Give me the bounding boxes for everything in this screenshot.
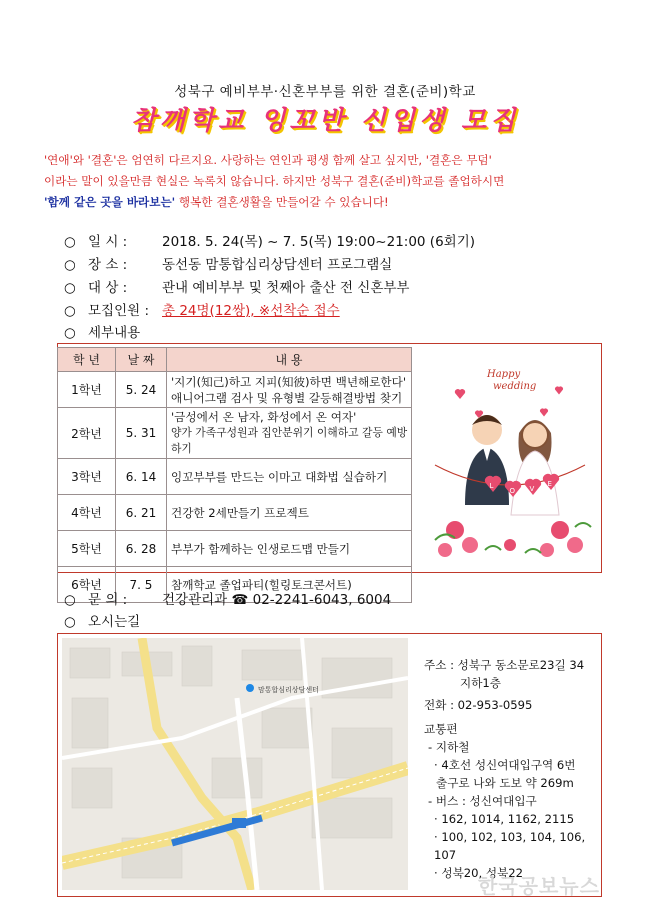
address-line: 주소 : 성북구 동소문로23길 34	[424, 658, 585, 672]
header-date: 날 짜	[116, 348, 167, 372]
info-count	[64, 299, 340, 319]
banner-happy: Happy	[487, 369, 521, 380]
table-row	[58, 459, 412, 495]
date-cell: 6. 28	[116, 531, 167, 567]
subway-line: · 4호선 성신여대입구역 6번	[434, 758, 576, 772]
content-line: 애니어그램 검사 및 유형별 갈등해결방법 찾기	[171, 390, 403, 405]
content-cell	[167, 372, 412, 408]
bullet-icon: ○	[64, 234, 76, 250]
page-title: 참깨학교 잉꼬반 신입생 모집	[130, 106, 520, 136]
subtitle: 성북구 예비부부·신혼부부를 위한 결혼(준비)학교	[174, 84, 476, 100]
intro-line-3-rest: 행복한 결혼생활을 만들어갈 수 있습니다!	[175, 195, 389, 209]
watermark: 한국공보뉴스	[478, 874, 600, 898]
table-row	[58, 495, 412, 531]
map-pin-icon	[246, 684, 254, 692]
map-graphic	[62, 638, 408, 890]
subway-title: - 지하철	[428, 740, 470, 754]
content-cell: 건강한 2세만들기 프로젝트	[167, 495, 412, 531]
bus-line: · 100, 102, 103, 104, 106, 107	[434, 830, 586, 862]
date-cell: 5. 31	[116, 408, 167, 459]
location-map[interactable]	[62, 638, 408, 890]
bullet-icon: ○	[64, 325, 76, 341]
phone: 전화 : 02-953-0595	[424, 698, 533, 712]
subway-line: 출구로 나와 도보 약 269m	[436, 776, 574, 790]
grade-cell: 6학년	[58, 567, 116, 603]
bullet-icon: ○	[64, 303, 76, 319]
directions-label: 오시는길	[88, 614, 141, 630]
grade-cell: 1학년	[58, 372, 116, 408]
target-value: 관내 예비부부 및 첫째아 출산 전 신혼부부	[162, 280, 410, 296]
bullet-icon: ○	[64, 280, 76, 296]
table-row	[58, 408, 412, 459]
content-line: '금성에서 온 남자, 화성에서 온 여자'	[171, 410, 357, 424]
info-detail	[64, 321, 140, 341]
detail-label: 세부내용	[88, 325, 141, 341]
info-date	[64, 230, 475, 250]
bullet-icon: ○	[64, 614, 76, 630]
info-place	[64, 253, 392, 273]
date-cell: 6. 21	[116, 495, 167, 531]
bus-title: - 버스 : 성신여대입구	[428, 794, 537, 808]
place-value: 동선동 맘통합심리상담센터 프로그램실	[162, 257, 393, 273]
map-pin-label: 맘통합심리상담센터	[258, 686, 319, 694]
table-row	[58, 372, 412, 408]
bullet-icon: ○	[64, 257, 76, 273]
heart-letter: V	[529, 485, 535, 493]
heart-letter: O	[509, 487, 516, 495]
bus-line: · 성북20, 성북22	[434, 866, 524, 880]
table-header-row	[58, 348, 412, 372]
grade-cell: 4학년	[58, 495, 116, 531]
heart-letter: L	[489, 482, 494, 490]
content-cell: 부부가 함께하는 인생로드맵 만들기	[167, 531, 412, 567]
transport-title: 교통편	[424, 722, 458, 736]
intro-line-1: '연애'와 '결혼'은 엄연히 다르지요. 사랑하는 연인과 평생 함께 살고 싶지만, '결혼은 무덤'	[44, 153, 492, 167]
place-label: 장 소 :	[88, 257, 128, 273]
intro-line-2: 이라는 말이 있을만큼 현실은 녹록치 않습니다. 하지만 성북구 결혼(준비)학교를 졸업하시면	[44, 174, 505, 188]
content-line: '지기(知己)하고 지피(知彼)하면 백년해로한다'	[171, 374, 407, 389]
intro-paragraph	[44, 150, 620, 213]
info-target	[64, 276, 409, 296]
date-cell: 6. 14	[116, 459, 167, 495]
bullet-icon: ○	[64, 592, 76, 608]
grade-cell: 5학년	[58, 531, 116, 567]
wedding-illustration	[425, 355, 595, 565]
content-cell	[167, 408, 412, 459]
table-row	[58, 531, 412, 567]
groom-figure	[465, 415, 509, 505]
intro-highlight: '함께 같은 곳을 바라보는'	[44, 195, 176, 209]
info-directions	[64, 610, 140, 630]
intro-line-3	[44, 192, 620, 213]
count-label: 모집인원 :	[88, 303, 150, 319]
grade-cell: 3학년	[58, 459, 116, 495]
grade-cell: 2학년	[58, 408, 116, 459]
info-contact	[64, 588, 391, 608]
header-content: 내 용	[167, 348, 412, 372]
content-cell: 참깨학교 졸업파티(힐링토크콘서트)	[167, 567, 412, 603]
contact-value: 건강관리과 ☎ 02-2241-6043, 6004	[162, 592, 392, 608]
header-grade: 학 년	[58, 348, 116, 372]
address-block	[424, 656, 600, 882]
content-line: 양가 가족구성원과 집안분위기 이해하고 갈등 예방하기	[171, 426, 408, 455]
bus-line: · 162, 1014, 1162, 2115	[434, 812, 575, 826]
target-label: 대 상 :	[88, 280, 128, 296]
roses	[435, 521, 591, 557]
count-value: 총 24명(12쌍), ※선착순 접수	[162, 303, 340, 319]
bride-figure	[511, 420, 559, 515]
date-value: 2018. 5. 24(목) ~ 7. 5(목) 19:00~21:00 (6회기)	[162, 234, 476, 250]
date-label: 일 시 :	[88, 234, 128, 250]
content-cell: 잉꼬부부를 만드는 이마고 대화법 실습하기	[167, 459, 412, 495]
schedule-table	[57, 347, 412, 603]
heart-letter: E	[547, 480, 552, 488]
date-cell: 5. 24	[116, 372, 167, 408]
date-cell: 7. 5	[116, 567, 167, 603]
contact-label: 문 의 :	[88, 592, 128, 608]
address-line: 지하1층	[460, 676, 501, 690]
banner-wedding: wedding	[493, 381, 537, 392]
